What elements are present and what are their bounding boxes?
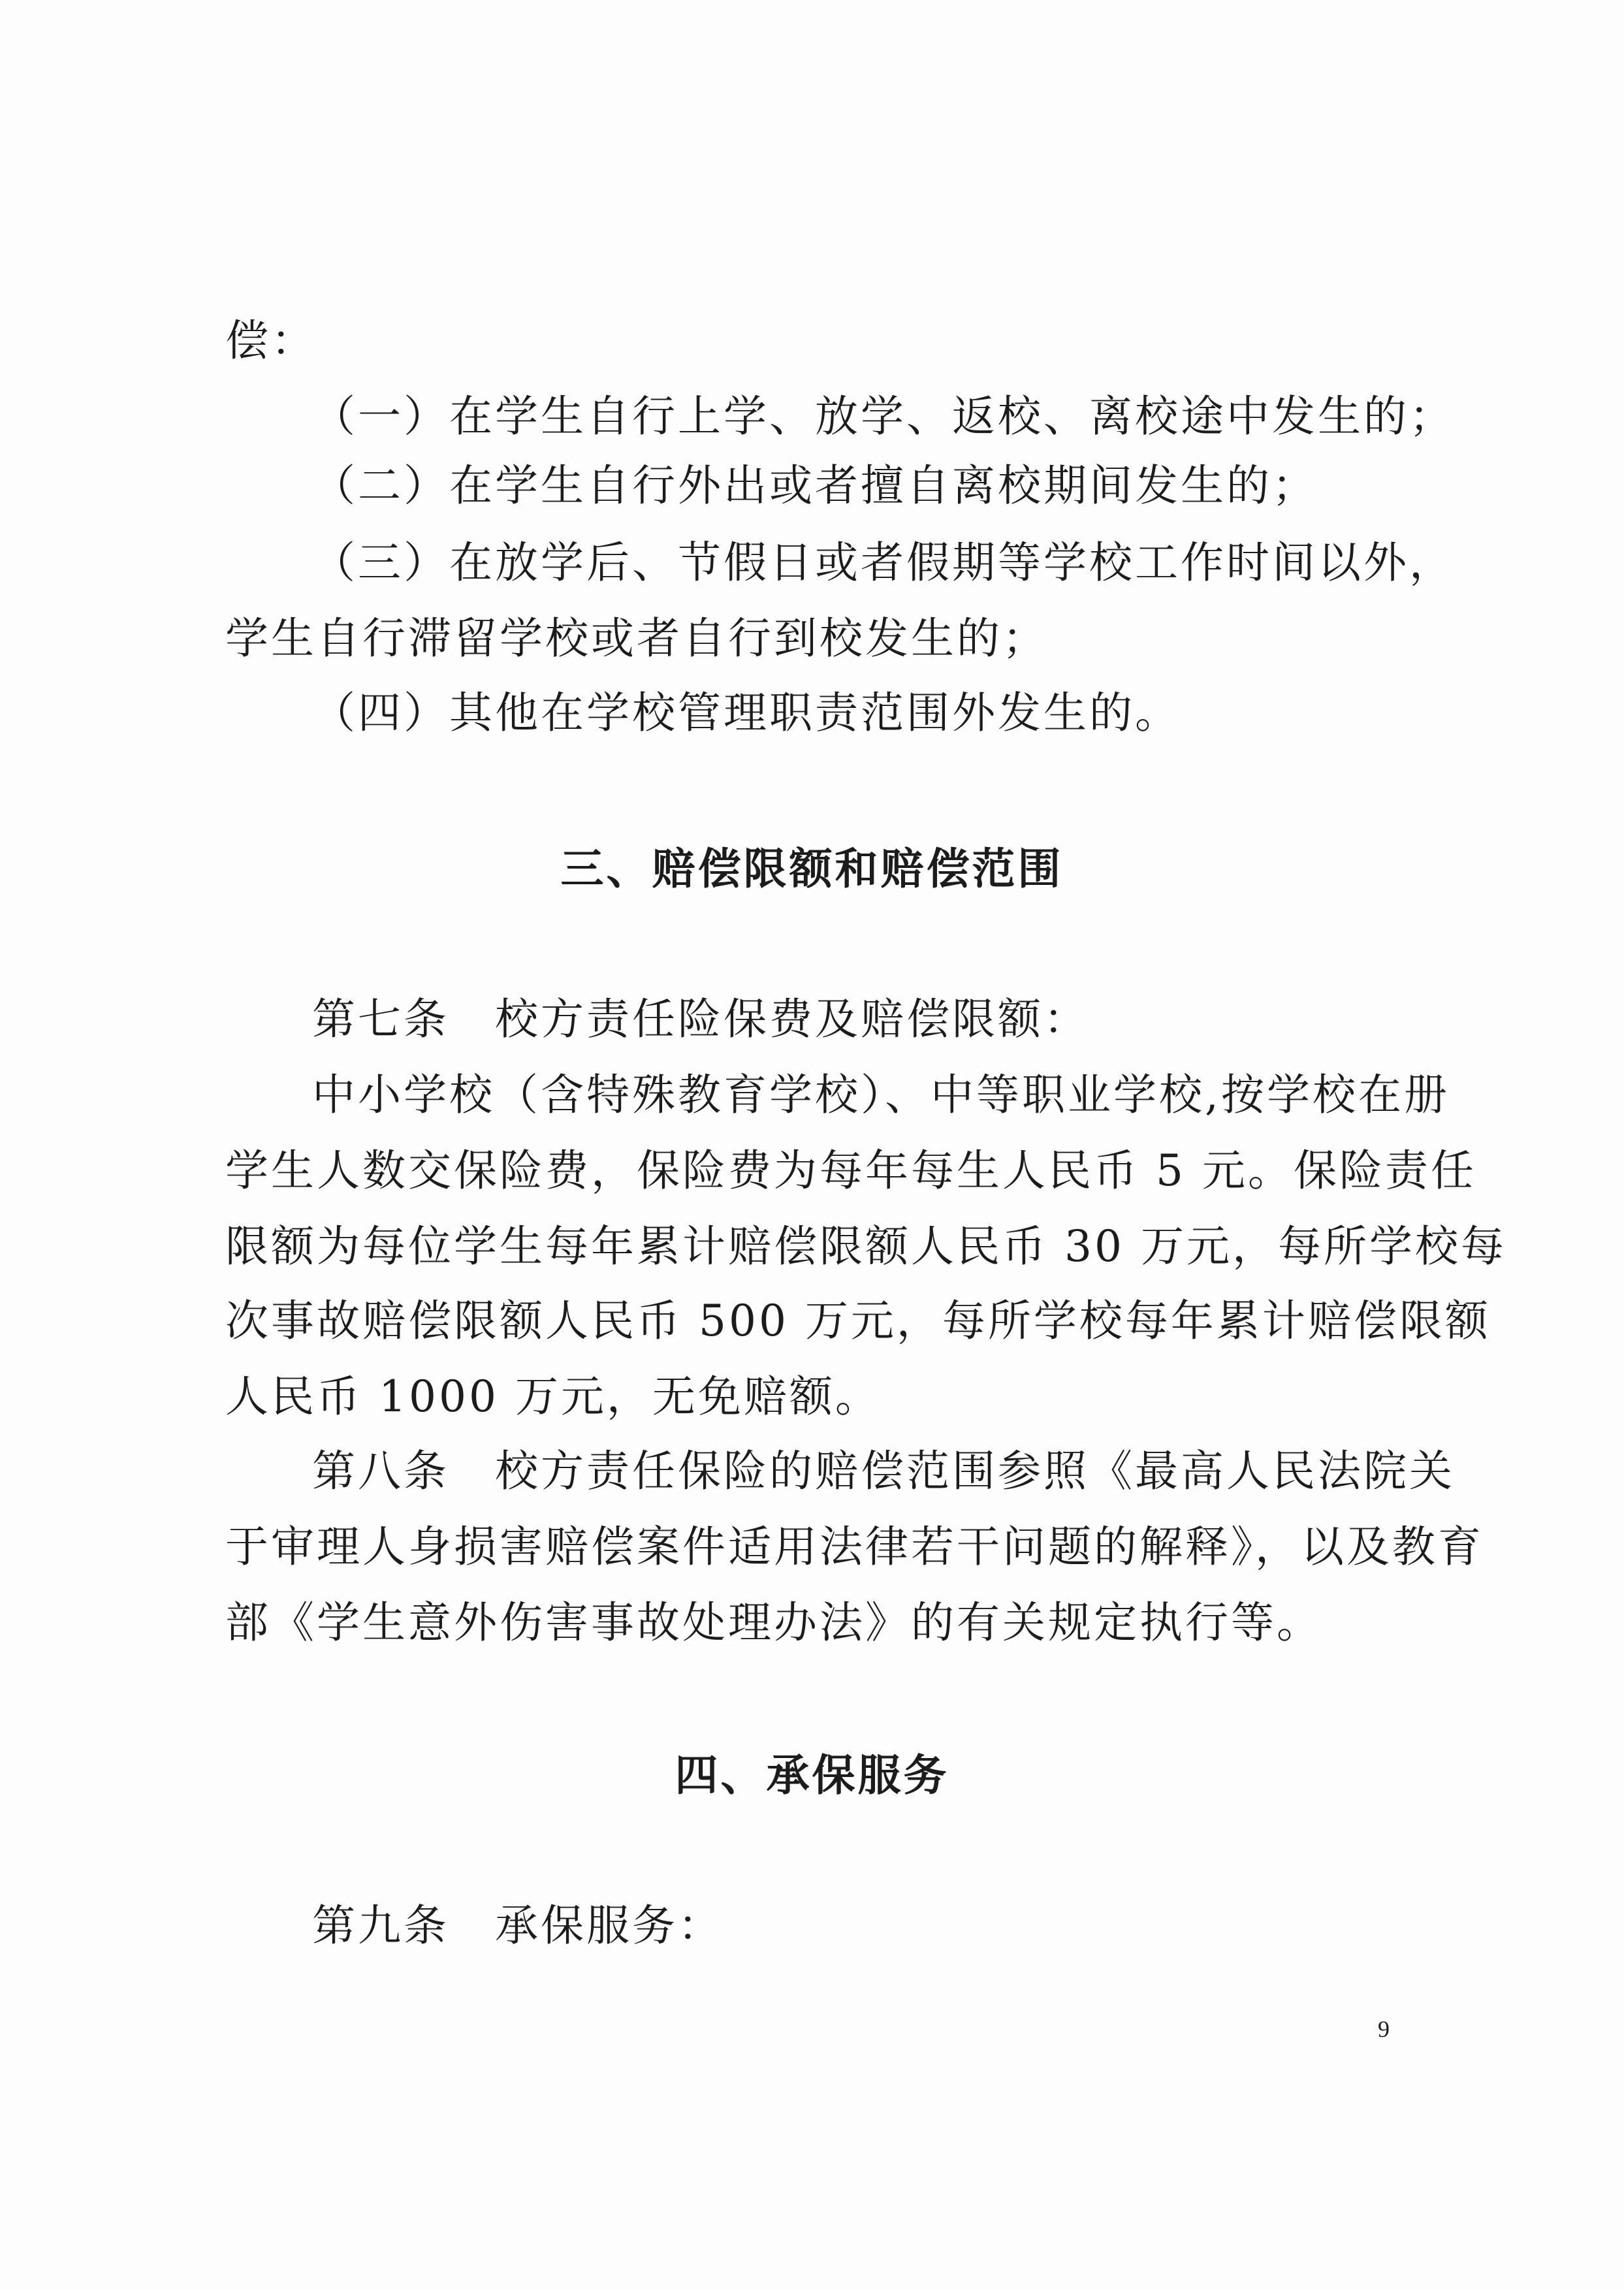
list-item: （四）其他在学校管理职责范围外发生的。: [312, 688, 1181, 738]
paragraph-line: 中小学校（含特殊教育学校）、中等职业学校,按学校在册: [312, 1070, 1450, 1120]
list-item: （一）在学生自行上学、放学、返校、离校途中发生的；: [312, 391, 1455, 441]
paragraph-line: 限额为每位学生每年累计赔偿限额人民币 30 万元，每所学校每: [225, 1221, 1506, 1272]
list-item: （三）在放学后、节假日或者假期等学校工作时间以外，: [312, 537, 1455, 588]
paragraph-line: 偿：: [225, 315, 317, 366]
list-item-continuation: 学生自行滞留学校或者自行到校发生的；: [225, 613, 1048, 664]
paragraph-line: 于审理人身损害赔偿案件适用法律若干问题的解释》，以及教育: [225, 1522, 1484, 1572]
paragraph-line: 人民币 1000 万元，无免赔额。: [225, 1371, 881, 1422]
paragraph-line: 学生人数交保险费，保险费为每年每生人民币 5 元。保险责任: [225, 1145, 1476, 1196]
article-title: 第七条 校方责任险保费及赔偿限额：: [312, 994, 1089, 1044]
article-title: 第九条 承保服务：: [312, 1900, 724, 1951]
section-heading: 三、赔偿限额和赔偿范围: [560, 844, 1064, 894]
paragraph-line: 第八条 校方责任保险的赔偿范围参照《最高人民法院关: [312, 1446, 1455, 1496]
paragraph-line: 部《学生意外伤害事故处理办法》的有关规定执行等。: [225, 1597, 1322, 1648]
paragraph-line: 次事故赔偿限额人民币 500 万元，每所学校每年累计赔偿限额: [225, 1296, 1491, 1346]
page-number: 9: [1378, 2016, 1390, 2042]
list-item: （二）在学生自行外出或者擅自离校期间发生的；: [312, 460, 1318, 511]
section-heading: 四、承保服务: [675, 1750, 949, 1801]
